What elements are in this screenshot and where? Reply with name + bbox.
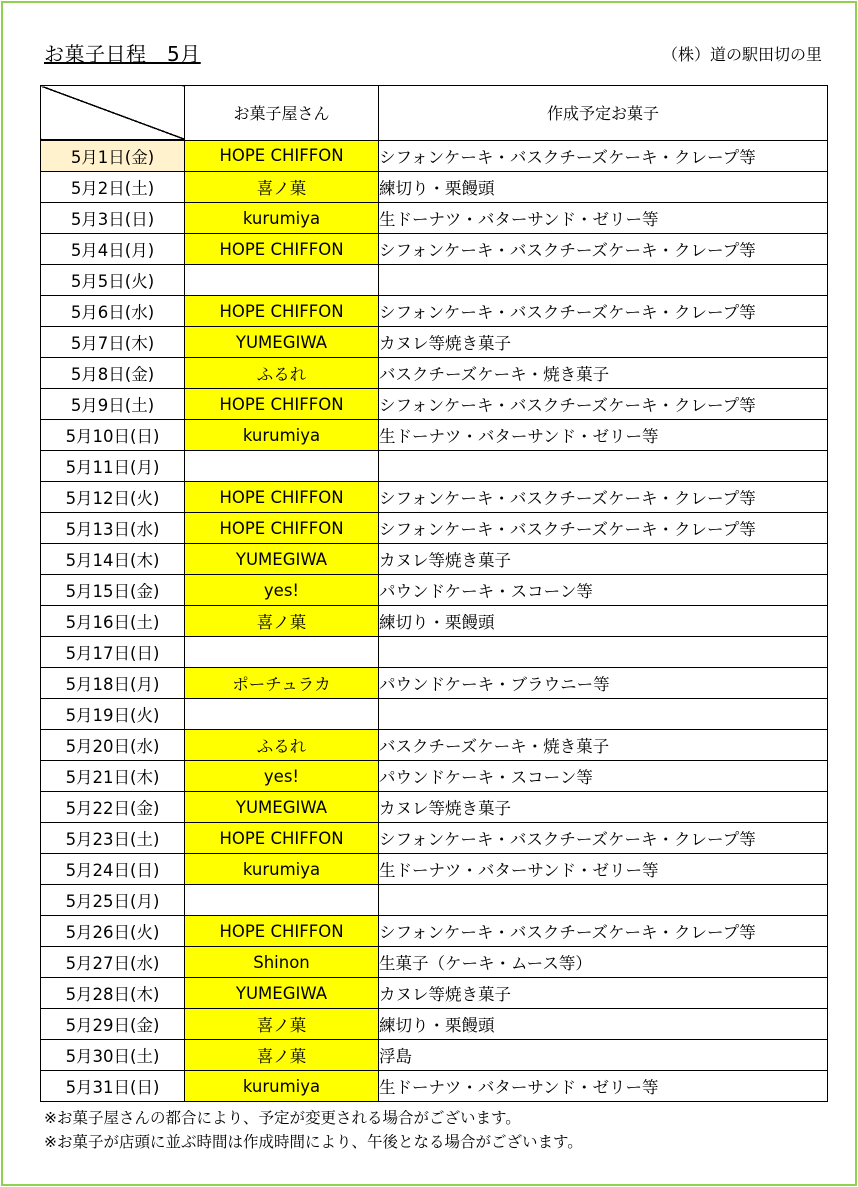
date-cell: 5月28日(木): [41, 978, 185, 1009]
date-cell: 5月5日(火): [41, 265, 185, 296]
table-header-row: [41, 86, 828, 141]
shop-cell: [185, 265, 379, 296]
date-cell: 5月3日(日): [41, 203, 185, 234]
sweets-cell: [379, 265, 828, 296]
sweets-cell: 練切り・栗饅頭: [379, 1009, 828, 1040]
date-cell: 5月12日(火): [41, 482, 185, 513]
date-cell: 5月1日(金): [41, 140, 185, 172]
shop-cell: HOPE CHIFFON: [185, 916, 379, 947]
shop-cell: HOPE CHIFFON: [185, 482, 379, 513]
table-row: [41, 575, 828, 606]
sweets-schedule-table: [40, 85, 828, 1102]
shop-cell: HOPE CHIFFON: [185, 296, 379, 327]
date-cell: 5月27日(水): [41, 947, 185, 978]
date-cell: 5月14日(木): [41, 544, 185, 575]
header-sweets: 作成予定お菓子: [379, 86, 828, 141]
shop-cell: YUMEGIWA: [185, 544, 379, 575]
table-row: [41, 730, 828, 761]
table-row: [41, 1040, 828, 1071]
sweets-cell: カヌレ等焼き菓子: [379, 978, 828, 1009]
shop-cell: yes!: [185, 575, 379, 606]
table-row: [41, 451, 828, 482]
date-cell: 5月11日(月): [41, 451, 185, 482]
table-row: [41, 1071, 828, 1102]
sweets-cell: 生ドーナツ・バターサンド・ゼリー等: [379, 1071, 828, 1102]
table-row: [41, 699, 828, 730]
sweets-cell: 生ドーナツ・バターサンド・ゼリー等: [379, 854, 828, 885]
date-cell: 5月10日(日): [41, 420, 185, 451]
header-shop: お菓子屋さん: [185, 86, 379, 141]
sweets-cell: シフォンケーキ・バスクチーズケーキ・クレープ等: [379, 482, 828, 513]
table-row: [41, 792, 828, 823]
sweets-cell: カヌレ等焼き菓子: [379, 327, 828, 358]
shop-cell: HOPE CHIFFON: [185, 234, 379, 265]
table-row: [41, 358, 828, 389]
table-row: [41, 606, 828, 637]
table-row: [41, 885, 828, 916]
shop-cell: 喜ノ菓: [185, 172, 379, 203]
table-row: [41, 544, 828, 575]
note-line: ※お菓子が店頭に並ぶ時間は作成時間により、午後となる場合がございます。: [44, 1133, 583, 1151]
shop-cell: 喜ノ菓: [185, 1009, 379, 1040]
note-line: ※お菓子屋さんの都合により、予定が変更される場合がございます。: [44, 1109, 521, 1127]
page-title: お菓子日程 5月: [44, 42, 201, 66]
sweets-cell: シフォンケーキ・バスクチーズケーキ・クレープ等: [379, 823, 828, 854]
schedule-body: [41, 140, 828, 1102]
shop-cell: HOPE CHIFFON: [185, 513, 379, 544]
date-cell: 5月29日(金): [41, 1009, 185, 1040]
date-cell: 5月21日(木): [41, 761, 185, 792]
date-cell: 5月20日(水): [41, 730, 185, 761]
date-cell: 5月2日(土): [41, 172, 185, 203]
shop-cell: [185, 885, 379, 916]
sweets-cell: シフォンケーキ・バスクチーズケーキ・クレープ等: [379, 296, 828, 327]
shop-cell: 喜ノ菓: [185, 606, 379, 637]
shop-cell: YUMEGIWA: [185, 978, 379, 1009]
sweets-cell: [379, 451, 828, 482]
date-cell: 5月23日(土): [41, 823, 185, 854]
shop-cell: [185, 699, 379, 730]
sweets-cell: シフォンケーキ・バスクチーズケーキ・クレープ等: [379, 234, 828, 265]
sweets-cell: [379, 885, 828, 916]
shop-cell: kurumiya: [185, 203, 379, 234]
date-cell: 5月22日(金): [41, 792, 185, 823]
shop-cell: kurumiya: [185, 420, 379, 451]
date-cell: 5月4日(月): [41, 234, 185, 265]
shop-cell: YUMEGIWA: [185, 327, 379, 358]
table-row: [41, 668, 828, 699]
sweets-cell: パウンドケーキ・スコーン等: [379, 575, 828, 606]
table-row: [41, 265, 828, 296]
table-row: [41, 327, 828, 358]
sweets-cell: [379, 637, 828, 668]
sweets-cell: シフォンケーキ・バスクチーズケーキ・クレープ等: [379, 389, 828, 420]
sweets-cell: カヌレ等焼き菓子: [379, 792, 828, 823]
shop-cell: ふるれ: [185, 730, 379, 761]
sweets-cell: シフォンケーキ・バスクチーズケーキ・クレープ等: [379, 140, 828, 172]
shop-cell: HOPE CHIFFON: [185, 140, 379, 172]
shop-cell: HOPE CHIFFON: [185, 389, 379, 420]
table-row: [41, 947, 828, 978]
sweets-cell: 生菓子（ケーキ・ムース等）: [379, 947, 828, 978]
header-corner-cell: [41, 86, 185, 141]
sweets-cell: バスクチーズケーキ・焼き菓子: [379, 730, 828, 761]
date-cell: 5月9日(土): [41, 389, 185, 420]
shop-cell: [185, 637, 379, 668]
table-row: [41, 172, 828, 203]
notes: [44, 1106, 583, 1154]
table-row: [41, 420, 828, 451]
shop-cell: ふるれ: [185, 358, 379, 389]
shop-cell: ポーチュラカ: [185, 668, 379, 699]
shop-cell: yes!: [185, 761, 379, 792]
table-row: [41, 296, 828, 327]
sweets-cell: シフォンケーキ・バスクチーズケーキ・クレープ等: [379, 513, 828, 544]
table-row: [41, 203, 828, 234]
table-row: [41, 389, 828, 420]
date-cell: 5月13日(水): [41, 513, 185, 544]
shop-cell: kurumiya: [185, 854, 379, 885]
date-cell: 5月17日(日): [41, 637, 185, 668]
table-row: [41, 513, 828, 544]
sweets-cell: シフォンケーキ・バスクチーズケーキ・クレープ等: [379, 916, 828, 947]
company-name: （株）道の駅田切の里: [661, 45, 822, 64]
sweets-cell: 練切り・栗饅頭: [379, 172, 828, 203]
table-row: [41, 482, 828, 513]
date-cell: 5月25日(月): [41, 885, 185, 916]
date-cell: 5月7日(木): [41, 327, 185, 358]
date-cell: 5月30日(土): [41, 1040, 185, 1071]
table-row: [41, 761, 828, 792]
sweets-cell: カヌレ等焼き菓子: [379, 544, 828, 575]
shop-cell: kurumiya: [185, 1071, 379, 1102]
date-cell: 5月18日(月): [41, 668, 185, 699]
shop-cell: HOPE CHIFFON: [185, 823, 379, 854]
sweets-cell: パウンドケーキ・スコーン等: [379, 761, 828, 792]
table-row: [41, 978, 828, 1009]
date-cell: 5月31日(日): [41, 1071, 185, 1102]
table-row: [41, 234, 828, 265]
sweets-cell: バスクチーズケーキ・焼き菓子: [379, 358, 828, 389]
date-cell: 5月24日(日): [41, 854, 185, 885]
date-cell: 5月8日(金): [41, 358, 185, 389]
date-cell: 5月19日(火): [41, 699, 185, 730]
table-row: [41, 140, 828, 172]
date-cell: 5月16日(土): [41, 606, 185, 637]
sweets-cell: 練切り・栗饅頭: [379, 606, 828, 637]
date-cell: 5月6日(水): [41, 296, 185, 327]
sweets-cell: パウンドケーキ・ブラウニー等: [379, 668, 828, 699]
table-row: [41, 916, 828, 947]
table-row: [41, 823, 828, 854]
table-row: [41, 637, 828, 668]
table-row: [41, 854, 828, 885]
date-cell: 5月15日(金): [41, 575, 185, 606]
shop-cell: YUMEGIWA: [185, 792, 379, 823]
shop-cell: Shinon: [185, 947, 379, 978]
sweets-cell: 浮島: [379, 1040, 828, 1071]
sweets-cell: 生ドーナツ・バターサンド・ゼリー等: [379, 203, 828, 234]
table-row: [41, 1009, 828, 1040]
sweets-cell: 生ドーナツ・バターサンド・ゼリー等: [379, 420, 828, 451]
date-cell: 5月26日(火): [41, 916, 185, 947]
shop-cell: [185, 451, 379, 482]
shop-cell: 喜ノ菓: [185, 1040, 379, 1071]
sweets-cell: [379, 699, 828, 730]
